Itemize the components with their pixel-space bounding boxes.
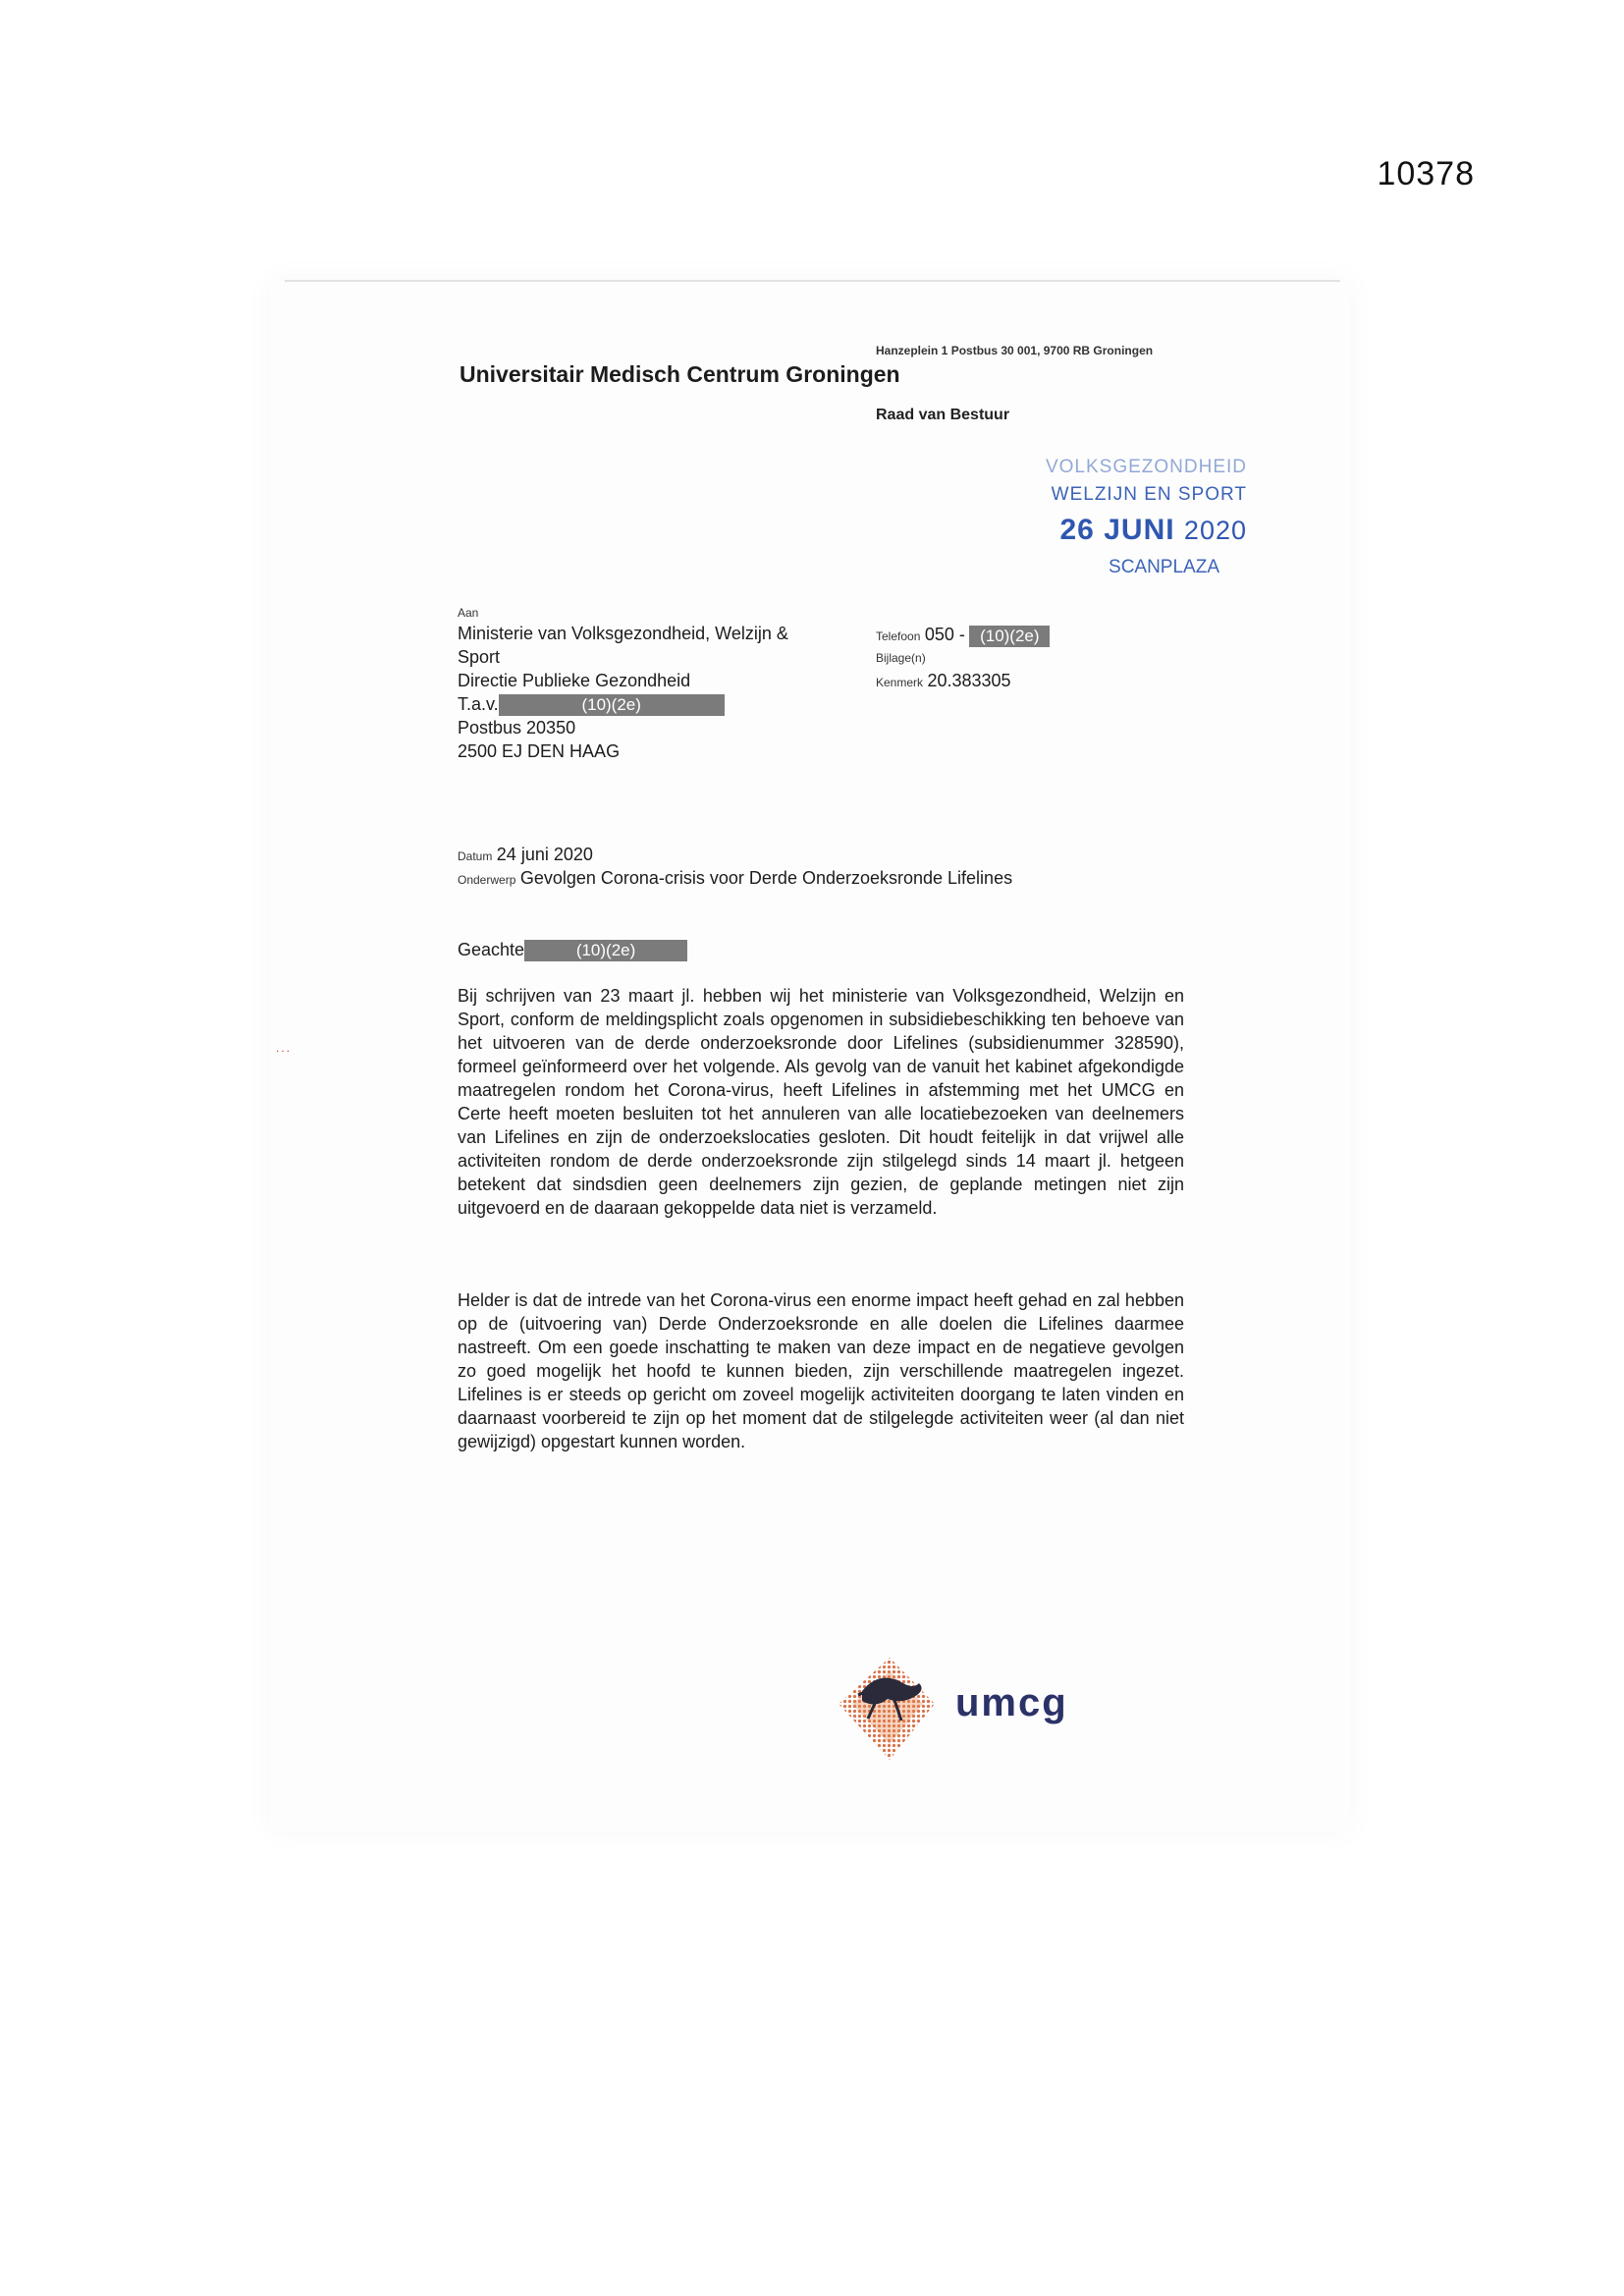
onderwerp-label: Onderwerp [458,873,516,887]
bijlage-row [876,649,1190,667]
kenmerk-label: Kenmerk [876,675,924,689]
department: Raad van Bestuur [876,407,1010,423]
telefoon-row [876,623,1190,647]
meta-block [876,623,1190,694]
stamp-month: JUNI [1104,514,1175,546]
datum-value: 24 juni 2020 [496,845,593,864]
redaction-box: (10)(2e) [524,940,687,961]
telefoon-label: Telefoon [876,629,921,643]
stamp-line2: WELZIJN EN SPORT [1051,484,1247,505]
telefoon-value: 050 - [924,625,965,644]
recipient-line2: Sport [458,647,501,667]
page-number: 10378 [1377,155,1475,192]
recipient-line5: Postbus 20350 [458,718,576,738]
recipient-block [458,606,821,763]
received-stamp [1031,457,1247,578]
stamp-line4: SCANPLAZA [1109,557,1219,577]
onderwerp-value: Gevolgen Corona-crisis voor Derde Onderzoeksronde Lifelines [519,868,1013,888]
kenmerk-value: 20.383305 [927,670,1011,690]
stamp-line1: VOLKSGEZONDHEID [1045,457,1247,477]
tav-label: T.a.v. [458,694,499,714]
salutation-text: Geachte [458,940,525,959]
body-paragraph-2: Helder is dat de intrede van het Corona-virus een enorme impact heeft gehad en zal hebben op de (uitvoering van) Derde Onderzoeksronde en alle doelen die Lifelines daarmee nastreeft. Om een goede inschatting te maken van deze impact en de negatieve gevolgen zo goed mogelijk het hoofd te kunnen bieden, zijn verschillende maatregelen ingezet. Lifelines is er steeds op gericht om zoveel mogelijk activiteiten doorgang te laten vinden en daarnaast voorbereid te zijn op het moment dat de stilgelegde activiteiten weer (al dan niet gewijzigd) opgestart kunnen worden. [458,1290,1184,1451]
recipient-line6: 2500 EJ DEN HAAG [458,741,621,762]
recipient-label: Aan [458,606,479,620]
salutation [458,938,687,961]
stamp-day: 26 [1059,514,1095,546]
recipient-tav [458,692,821,716]
recipient-line3: Directie Publieke Gezondheid [458,671,691,690]
body-paragraph-1: Bij schrijven van 23 maart jl. hebben wij het ministerie van Volksgezondheid, Welzijn en Sport, conform de meldingsplicht zoals opgenomen in subsidiebeschikking ten behoeve van het uitvoeren van de derde onderzoeksronde door Lifelines (subsidienummer 328590), formeel geïnformeerd over het volgende. Als gevolg van de vanuit het kabinet afgekondigde maatregelen rondom het Corona-virus, heeft Lifelines in afstemming met het UMCG en Certe heeft moeten besluiten tot het annuleren van alle locatiebezoeken van deelnemers van Lifelines en zijn de onderzoekslocaties gesloten. Dit houdt feitelijk in dat vrijwel alle activiteiten rondom de derde onderzoeksronde zijn stilgelegd sinds 14 maart jl. hetgeen betekent dat sindsdien geen deelnemers zijn gezien, de geplande metingen niet zijn uitgevoerd en de daaraan gekoppelde data niet is verzameld. [458,986,1184,1218]
bijlage-label: Bijlage(n) [876,650,926,665]
recipient-line1: Ministerie van Volksgezondheid, Welzijn & [458,624,788,643]
date-subject-block [458,843,1243,890]
kenmerk-row [876,669,1190,692]
redaction-box: (10)(2e) [499,694,725,716]
datum-label: Datum [458,849,493,863]
onderwerp-row [458,866,1243,890]
logo-text: umcg [955,1681,1068,1724]
stamp-year: 2020 [1183,516,1247,545]
scan-artifact: ... [276,1041,293,1055]
scan-edge-line [285,280,1340,282]
datum-row [458,843,1243,866]
org-name: Universitair Medisch Centrum Groningen [460,361,900,387]
redaction-box: (10)(2e) [969,626,1050,647]
org-address: Hanzeplein 1 Postbus 30 001, 9700 RB Groningen [876,344,1154,357]
stamp-date [1031,514,1247,547]
